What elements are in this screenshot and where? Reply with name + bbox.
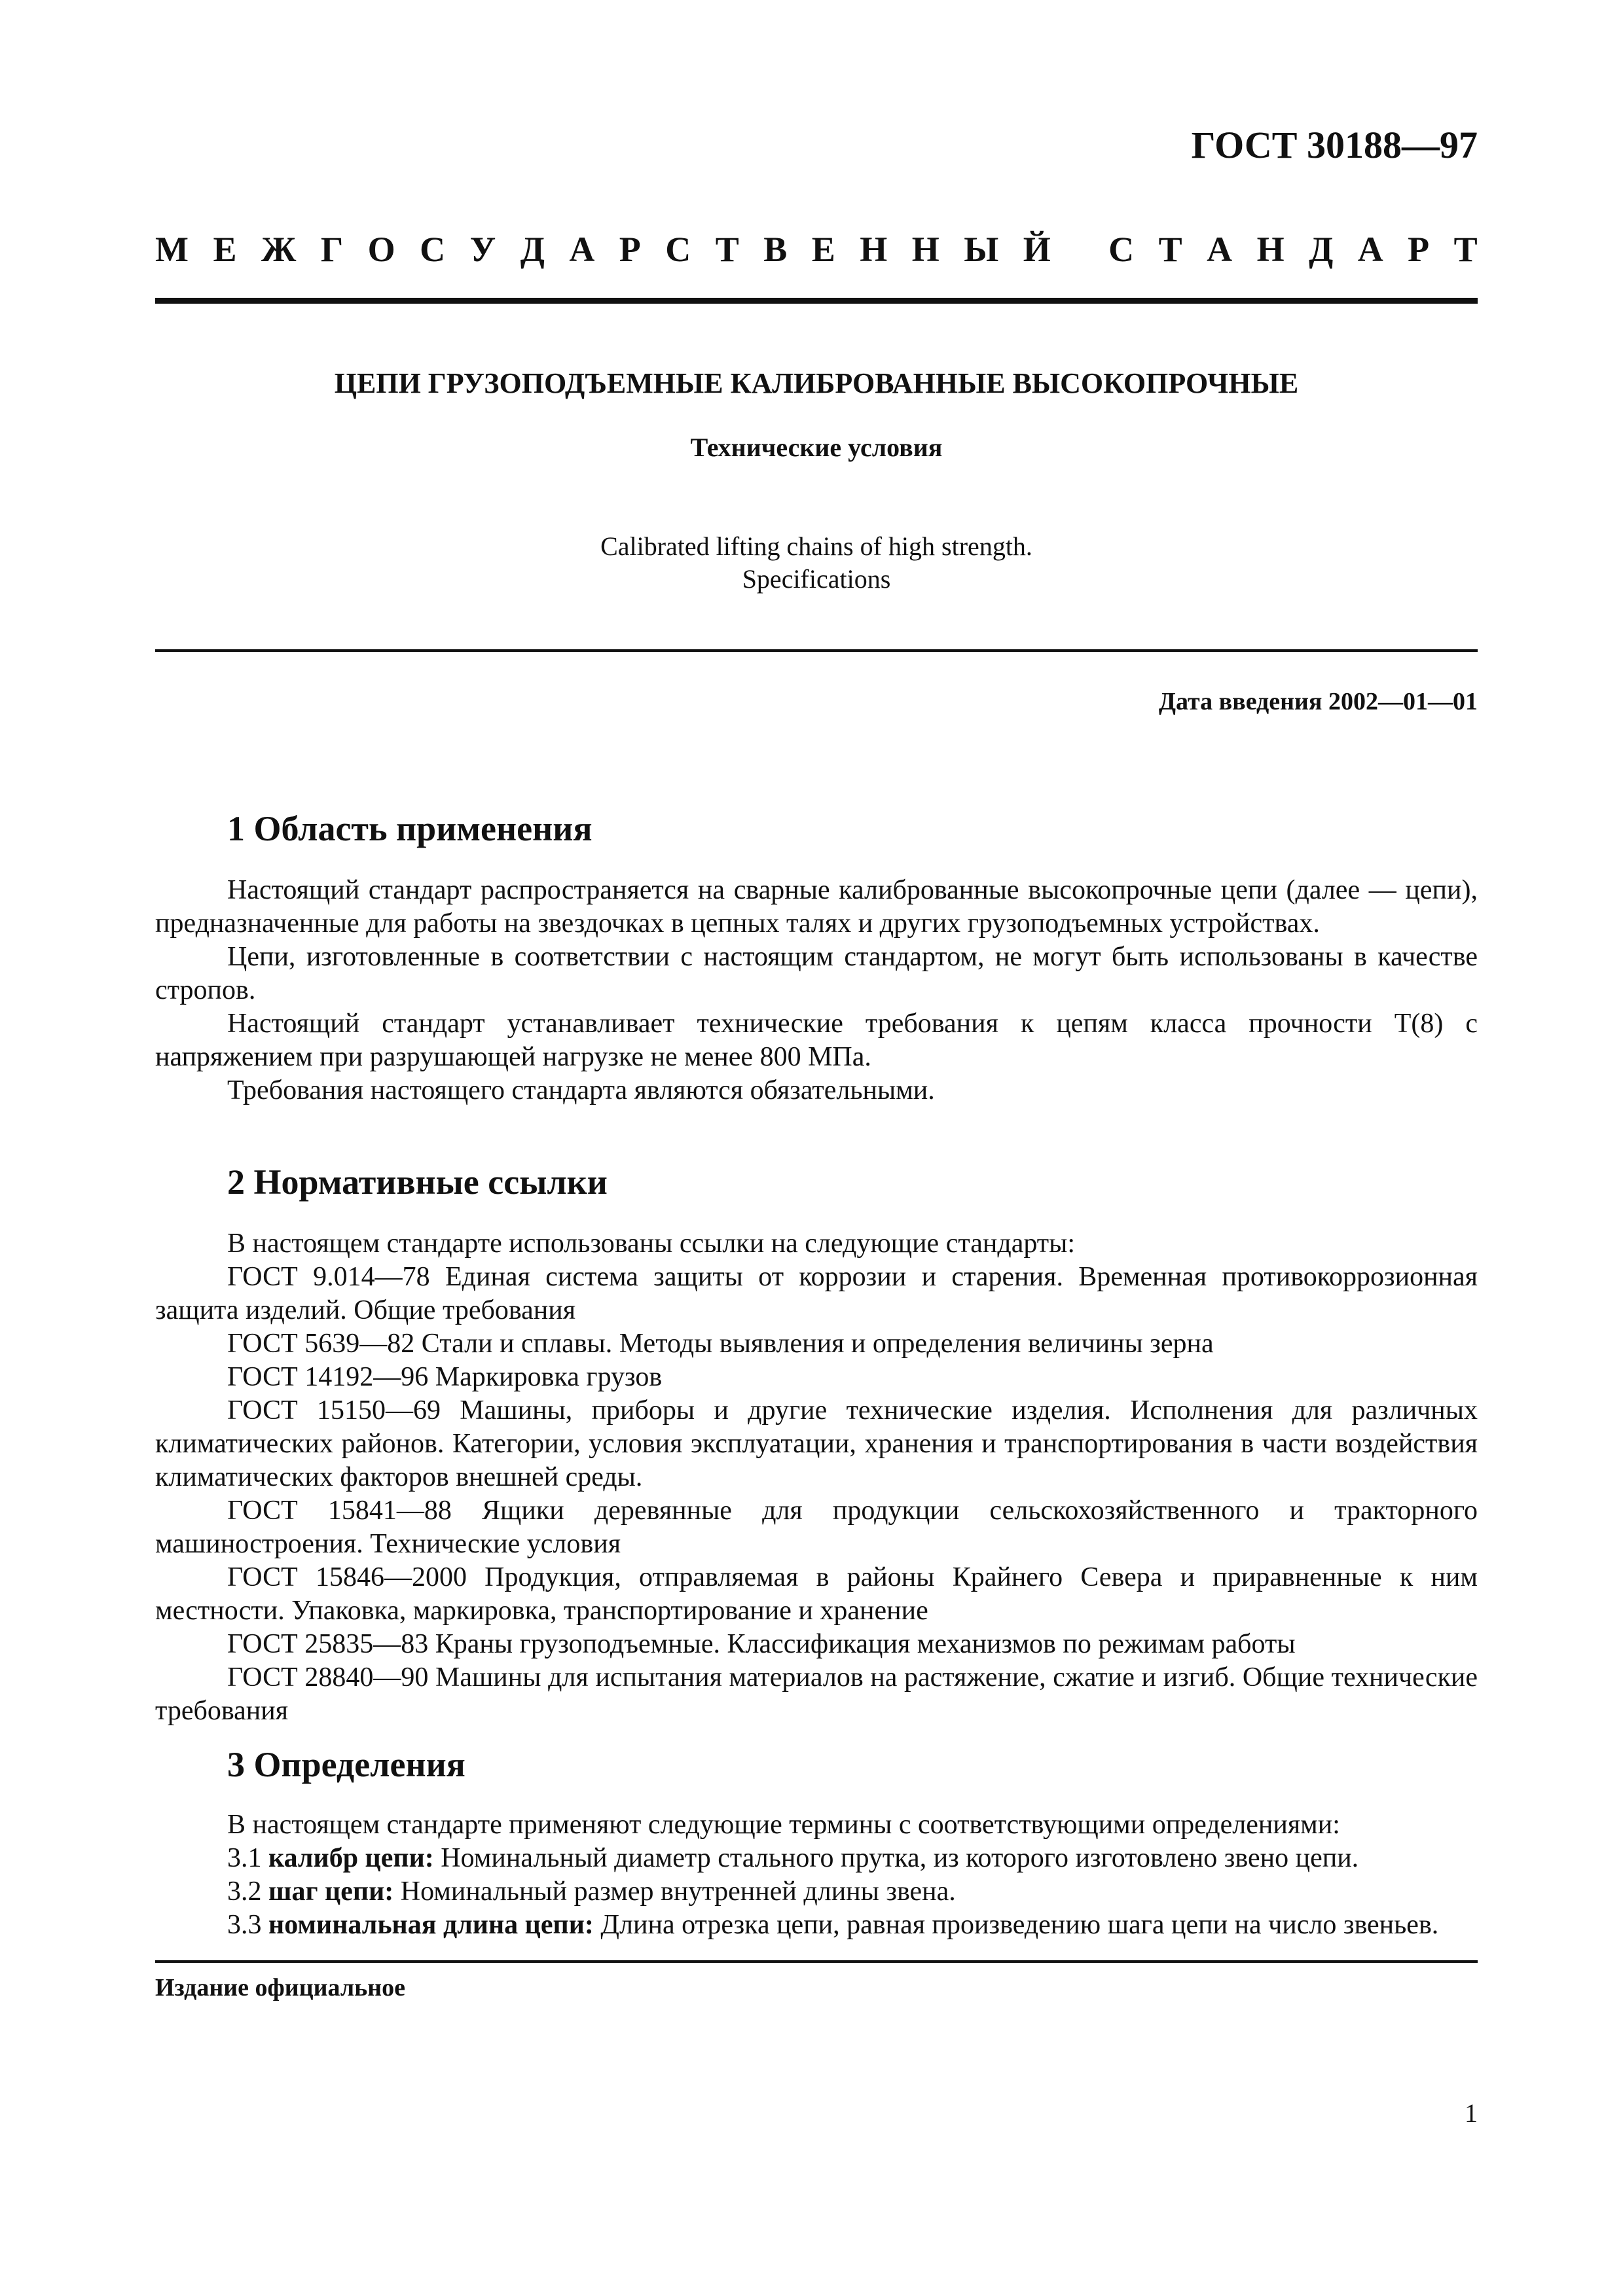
banner-letter: Г bbox=[320, 230, 344, 269]
banner-letter: А bbox=[569, 230, 595, 269]
definition-item bbox=[155, 1842, 1478, 1875]
reference-item: ГОСТ 28840—90 Машины для испытания материалов на растяжение, сжатие и изгиб. Общие технические требования bbox=[155, 1662, 1478, 1726]
definition-item bbox=[155, 1875, 1478, 1909]
section-1-heading: 1 Область применения bbox=[227, 809, 593, 848]
banner-letter: С bbox=[420, 230, 446, 269]
definition-term: номинальная длина цепи: bbox=[268, 1910, 601, 1940]
banner-letter bbox=[1075, 229, 1084, 270]
reference-item: ГОСТ 15846—2000 Продукция, отправляемая в районы Крайнего Севера и приравненные к ним местности. Упаковка, маркировка, транспортирование и хранение bbox=[155, 1562, 1478, 1626]
reference-item: ГОСТ 5639—82 Стали и сплавы. Методы выявления и определения величины зерна bbox=[227, 1329, 1214, 1359]
reference-item: ГОСТ 15841—88 Ящики деревянные для продукции сельскохозяйственного и тракторного машиностроения. Технические условия bbox=[155, 1496, 1478, 1559]
section-2-heading: 2 Нормативные ссылки bbox=[227, 1162, 608, 1202]
banner-letter: Н bbox=[1256, 230, 1285, 269]
paragraph: В настоящем стандарте применяют следующие термины с соответствующими определениями: bbox=[227, 1810, 1340, 1840]
banner-letter: Р bbox=[1408, 230, 1430, 269]
banner-letter: Т bbox=[1453, 230, 1478, 269]
reference-item: ГОСТ 25835—83 Краны грузоподъемные. Классификация механизмов по режимам работы bbox=[227, 1629, 1296, 1659]
definition-term: шаг цепи: bbox=[268, 1876, 401, 1907]
banner-letter: Д bbox=[520, 230, 545, 269]
banner-letter: Й bbox=[1023, 230, 1051, 269]
english-title bbox=[155, 530, 1478, 596]
document-subtitle: Технические условия bbox=[690, 433, 943, 462]
banner-letter: Д bbox=[1309, 230, 1334, 269]
official-edition-label: Издание официальное bbox=[155, 1974, 406, 2001]
reference-item: ГОСТ 9.014—78 Единая система защиты от коррозии и старения. Временная противокоррозионная защита изделий. Общие требования bbox=[155, 1262, 1478, 1325]
section-1-body bbox=[155, 874, 1478, 1107]
introduction-date: Дата введения 2002—01—01 bbox=[1158, 688, 1478, 715]
banner-letter: С bbox=[1108, 230, 1135, 269]
definition-text: Длина отрезка цепи, равная произведению шага цепи на число звеньев. bbox=[600, 1910, 1439, 1940]
banner-letter: Т bbox=[1158, 230, 1182, 269]
standard-code: ГОСТ 30188—97 bbox=[1191, 124, 1478, 166]
banner-letter: У bbox=[469, 230, 496, 269]
section-2-body bbox=[155, 1227, 1478, 1728]
header-rule bbox=[155, 298, 1478, 304]
english-title-line-2: Specifications bbox=[742, 564, 891, 594]
banner-letter: А bbox=[1357, 230, 1383, 269]
definition-text: Номинальный размер внутренней длины звена. bbox=[400, 1876, 956, 1907]
banner-letter: Е bbox=[213, 230, 237, 269]
footer-rule bbox=[155, 1960, 1478, 1963]
banner-letter: М bbox=[155, 230, 189, 269]
definition-term: калибр цепи: bbox=[268, 1843, 441, 1873]
definition-number: 3.1 bbox=[227, 1843, 268, 1873]
definition-number: 3.2 bbox=[227, 1876, 268, 1907]
paragraph: Требования настоящего стандарта являются обязательными. bbox=[227, 1075, 935, 1105]
definition-item bbox=[155, 1909, 1478, 1942]
banner-letter: О bbox=[367, 230, 395, 269]
section-3-heading: 3 Определения bbox=[227, 1745, 465, 1784]
banner-letter: Т bbox=[715, 230, 739, 269]
paragraph: В настоящем стандарте использованы ссылки на следующие стандарты: bbox=[227, 1229, 1076, 1259]
section-3-body bbox=[155, 1808, 1478, 1942]
reference-item: ГОСТ 14192—96 Маркировка грузов bbox=[227, 1362, 663, 1392]
definition-text: Номинальный диаметр стального прутка, из которого изготовлено звено цепи. bbox=[441, 1843, 1359, 1873]
definition-number: 3.3 bbox=[227, 1910, 268, 1940]
document-title: ЦЕПИ ГРУЗОПОДЪЕМНЫЕ КАЛИБРОВАННЫЕ ВЫСОКОПРОЧНЫЕ bbox=[334, 367, 1299, 399]
banner-letter: Е bbox=[811, 230, 835, 269]
paragraph: Цепи, изготовленные в соответствии с настоящим стандартом, не могут быть использованы в качестве стропов. bbox=[155, 942, 1478, 1005]
banner-letter: С bbox=[665, 230, 691, 269]
page-number: 1 bbox=[1465, 2098, 1478, 2128]
banner-letter: А bbox=[1207, 230, 1233, 269]
banner-letter: В bbox=[763, 230, 788, 269]
interstate-standard-banner bbox=[155, 229, 1478, 270]
banner-letter: Ы bbox=[964, 230, 999, 269]
banner-letter: Н bbox=[860, 230, 888, 269]
banner-letter: Ж bbox=[261, 230, 297, 269]
paragraph: Настоящий стандарт распространяется на сварные калиброванные высокопрочные цепи (далее — цепи), предназначенные для работы на звездочках в цепных талях и других грузоподъемных устройствах. bbox=[155, 875, 1478, 939]
paragraph: Настоящий стандарт устанавливает технические требования к цепям класса прочности T(8) с напряжением при разрушающей нагрузке не менее 800 МПа. bbox=[155, 1009, 1478, 1072]
banner-letter: Р bbox=[619, 230, 641, 269]
banner-letter: Н bbox=[911, 230, 939, 269]
english-title-line-1: Calibrated lifting chains of high strength. bbox=[600, 531, 1032, 561]
title-rule bbox=[155, 649, 1478, 652]
reference-item: ГОСТ 15150—69 Машины, приборы и другие технические изделия. Исполнения для различных климатических районов. Категории, условия эксплуатации, хранения и транспортирования в части воздействия климатических факторов внешней среды. bbox=[155, 1395, 1478, 1492]
